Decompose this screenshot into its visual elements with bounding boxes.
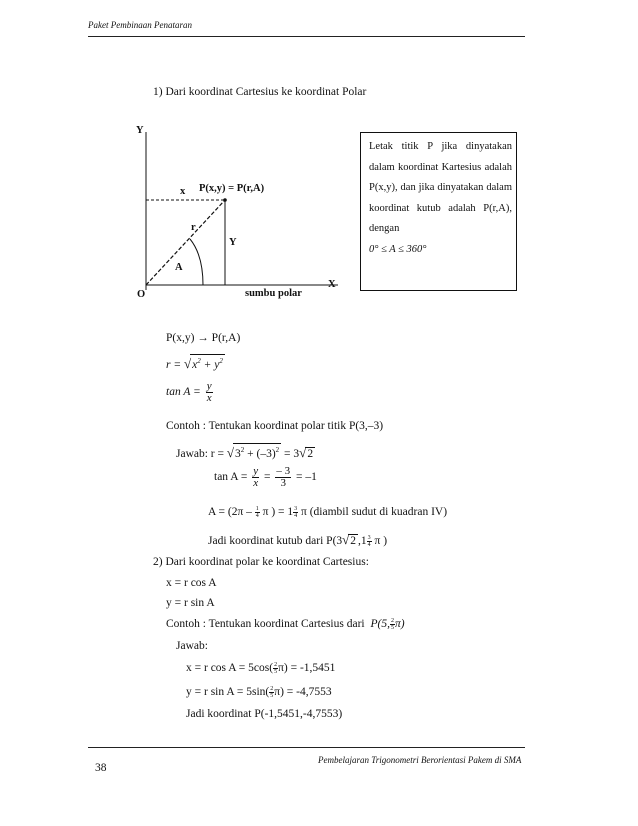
example1-r: Jawab: $r = √3^2 + (-3)^2 = 3√2$ <box>176 444 314 460</box>
conversion-line: P(x,y) → P(r,A) <box>166 332 241 344</box>
polar-diagram <box>120 120 350 305</box>
point-p <box>223 198 227 202</box>
example1-angle: A = (2π – $\frac{1}{4}$ π ) = 1 $\frac{3}{4}$ π (diambil sudut di kuadran IV) <box>208 506 448 519</box>
angle-range: 0° ≤ A ≤ 360° <box>369 243 427 255</box>
tan-formula: tan A = $\frac{y}{x}$ <box>166 380 212 404</box>
example2-x: x = r cos A = 5cos( $\frac{2}{5}$ π) = -1,5451 <box>186 662 336 675</box>
r-formula: $r = √x^2 + y^2$ <box>166 355 223 371</box>
example2-answer-label: Jawab: <box>176 640 208 652</box>
example2-prompt: Contoh : Tentukan koordinat Cartesius dari P(5, $\frac{2}{5}$ π) <box>166 618 405 631</box>
x-axis-label: X <box>328 279 336 290</box>
y-axis-label: Y <box>136 125 144 136</box>
page-number: 38 <box>95 762 107 774</box>
y-segment-label: Y <box>229 237 237 248</box>
y-formula: y = r sin A <box>166 597 215 609</box>
point-label: P(x,y) = P(r,A) <box>199 183 265 194</box>
example1-conclusion: Jadi koordinat kutub dari P(3√2 ,1 $\frac{3}{4}$ π ) <box>208 532 388 548</box>
polar-axis-label: sumbu polar <box>245 288 302 299</box>
section1-heading: 1) Dari koordinat Cartesius ke koordinat Polar <box>153 86 367 98</box>
example1-tan: tan A = $\frac{y}{x}$ = $\frac{- 3}{3}$ = –1 <box>214 465 317 489</box>
info-box-text: Letak titik P jika dinyatakan dalam koordinat Kartesius adalah P(x,y), dan jika dinyatakan dalam koordinat kutub adalah P(r,A), dengan 0° ≤ A ≤ 360° <box>369 141 512 255</box>
example2-y: y = r sin A = 5sin( $\frac{2}{5}$ π) = -4,7553 <box>186 686 332 699</box>
footer-title: Pembelajaran Trigonometri Berorientasi Pakem di SMA <box>318 755 522 765</box>
origin-label: O <box>137 289 146 300</box>
section2-heading: 2) Dari koordinat polar ke koordinat Cartesius: <box>153 556 369 568</box>
radius-label: r <box>191 222 196 233</box>
angle-label: A <box>175 262 183 273</box>
footer-rule <box>88 747 525 748</box>
radius-dashed <box>146 200 225 285</box>
example2-conclusion: Jadi koordinat P(-1,5451,-4,7553) <box>186 708 343 720</box>
header-rule <box>88 36 525 37</box>
info-box <box>360 132 517 291</box>
example1-prompt: Contoh : Tentukan koordinat polar titik P(3,–3) <box>166 420 384 432</box>
x-segment-label: x <box>180 186 186 197</box>
x-formula: x = r cos A <box>166 577 217 589</box>
angle-arc <box>190 239 203 285</box>
running-header: Paket Pembinaan Penataran <box>88 20 192 30</box>
